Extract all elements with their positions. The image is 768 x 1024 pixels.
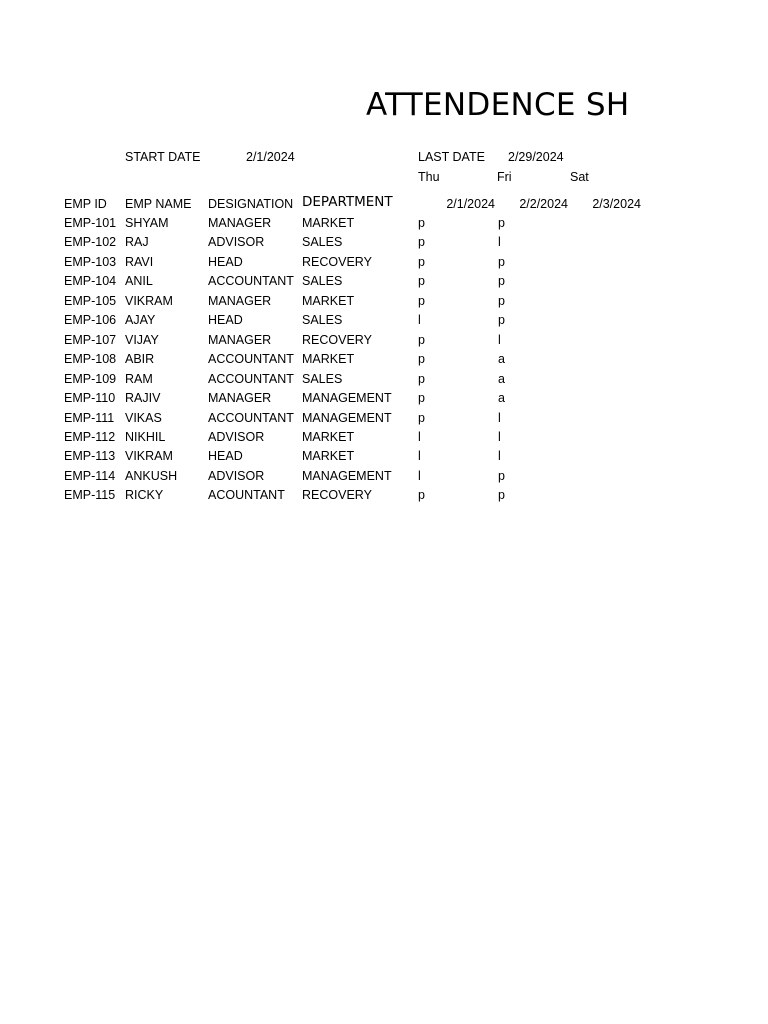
attendance-day-1-cell: p [418,488,425,503]
emp-id-cell: EMP-102 [64,235,117,250]
attendance-day-2-cell: p [498,274,505,289]
attendance-day-2-cell: l [498,332,501,347]
attendance-day-2-cell: p [498,216,505,230]
designation-cell: ACCOUNTANT [208,410,294,425]
attendance-day-1-cell: p [418,391,425,406]
emp-id-cell: EMP-110 [64,391,116,406]
attendance-day-2-cell: a [498,352,505,367]
department-cell: MARKET [302,449,355,464]
designation-cell: HEAD [208,313,243,328]
emp-name-cell: RAJ [125,235,149,250]
designation-cell: ADVISOR [208,468,265,483]
table-row [0,450,768,469]
emp-id-cell: EMP-103 [64,254,117,269]
attendance-day-2-cell: a [498,391,505,406]
emp-name-cell: RAJIV [125,391,161,406]
table-row [0,353,768,372]
attendance-day-2-cell: l [498,429,501,444]
designation-cell: MANAGER [208,332,272,347]
weekday-thu: Thu [418,170,440,184]
emp-id-cell: EMP-109 [64,371,117,386]
emp-name-cell: ANIL [125,274,153,289]
department-cell: MARKET [302,293,355,308]
emp-name-cell: RAM [125,371,153,386]
department-cell: MANAGEMENT [302,468,392,483]
designation-cell: MANAGER [208,391,272,406]
emp-name-cell: VIKRAM [125,293,173,308]
header-date-3: 2/3/2024 [592,197,641,211]
start-date-label: START DATE [125,150,201,164]
department-cell: RECOVERY [302,254,372,269]
attendance-day-1-cell: l [418,429,421,444]
designation-cell: MANAGER [208,293,272,308]
header-department: DEPARTMENT [302,194,393,210]
emp-id-cell: EMP-108 [64,352,117,367]
emp-name-cell: RICKY [125,488,164,503]
sheet-title: ATTENDENCE SH [366,87,630,123]
department-cell: SALES [302,313,343,328]
designation-cell: HEAD [208,449,243,464]
department-cell: MARKET [302,216,355,230]
department-cell: MARKET [302,429,355,444]
department-cell: MARKET [302,352,355,367]
designation-cell: ACCOUNTANT [208,274,294,289]
emp-id-cell: EMP-104 [64,274,117,289]
table-row [0,489,768,508]
emp-id-cell: EMP-114 [64,468,116,483]
department-cell: SALES [302,371,343,386]
designation-cell: ACCOUNTANT [208,352,294,367]
table-row [0,314,768,333]
attendance-day-1-cell: p [418,216,425,230]
emp-name-cell: AJAY [125,313,156,328]
designation-cell: ACCOUNTANT [208,371,294,386]
header-emp-id: EMP ID [64,197,107,211]
attendance-day-1-cell: l [418,449,421,464]
designation-cell: HEAD [208,254,243,269]
attendance-day-2-cell: l [498,410,501,425]
emp-name-cell: SHYAM [125,216,169,230]
attendance-day-1-cell: p [418,332,425,347]
attendance-day-1-cell: p [418,274,425,289]
table-row [0,392,768,411]
start-date-value: 2/1/2024 [246,150,295,164]
attendance-day-2-cell: p [498,254,505,269]
emp-name-cell: ABIR [125,352,155,367]
attendance-day-2-cell: p [498,488,505,503]
table-row [0,412,768,431]
attendance-day-2-cell: p [498,293,505,308]
attendance-day-1-cell: p [418,371,425,386]
emp-name-cell: VIJAY [125,332,159,347]
emp-id-cell: EMP-115 [64,488,116,503]
designation-cell: ADVISOR [208,235,265,250]
table-row [0,295,768,314]
weekday-sat: Sat [570,170,589,184]
attendance-day-1-cell: p [418,352,425,367]
table-row [0,373,768,392]
attendance-day-1-cell: p [418,254,425,269]
emp-name-cell: VIKAS [125,410,162,425]
last-date-value: 2/29/2024 [508,150,564,164]
emp-id-cell: EMP-113 [64,449,116,464]
attendance-day-2-cell: l [498,235,501,250]
designation-cell: ADVISOR [208,429,265,444]
table-row [0,470,768,489]
emp-id-cell: EMP-112 [64,429,116,444]
header-date-1: 2/1/2024 [446,197,495,211]
table-row [0,256,768,275]
attendance-day-1-cell: p [418,410,425,425]
department-cell: SALES [302,274,343,289]
attendance-day-2-cell: p [498,313,505,328]
designation-cell: ACOUNTANT [208,488,285,503]
last-date-label: LAST DATE [418,150,485,164]
attendance-day-2-cell: a [498,371,505,386]
table-row [0,217,768,236]
header-emp-name: EMP NAME [125,197,192,211]
department-cell: RECOVERY [302,488,372,503]
attendance-day-1-cell: p [418,235,425,250]
emp-name-cell: VIKRAM [125,449,173,464]
table-row [0,334,768,353]
emp-id-cell: EMP-101 [64,216,117,230]
designation-cell: MANAGER [208,216,272,230]
emp-name-cell: ANKUSH [125,468,178,483]
table-row [0,431,768,450]
department-cell: MANAGEMENT [302,391,392,406]
department-cell: MANAGEMENT [302,410,392,425]
emp-id-cell: EMP-106 [64,313,117,328]
emp-id-cell: EMP-107 [64,332,117,347]
table-row [0,275,768,294]
table-row [0,236,768,255]
attendance-day-2-cell: l [498,449,501,464]
attendance-day-1-cell: p [418,293,425,308]
attendance-day-1-cell: l [418,313,421,328]
weekday-fri: Fri [497,170,512,184]
department-cell: RECOVERY [302,332,372,347]
header-date-2: 2/2/2024 [519,197,568,211]
header-designation: DESIGNATION [208,197,294,211]
attendance-day-1-cell: l [418,468,421,483]
emp-id-cell: EMP-111 [64,410,115,425]
emp-name-cell: RAVI [125,254,154,269]
emp-name-cell: NIKHIL [125,429,166,444]
attendance-day-2-cell: p [498,468,505,483]
emp-id-cell: EMP-105 [64,293,117,308]
department-cell: SALES [302,235,343,250]
